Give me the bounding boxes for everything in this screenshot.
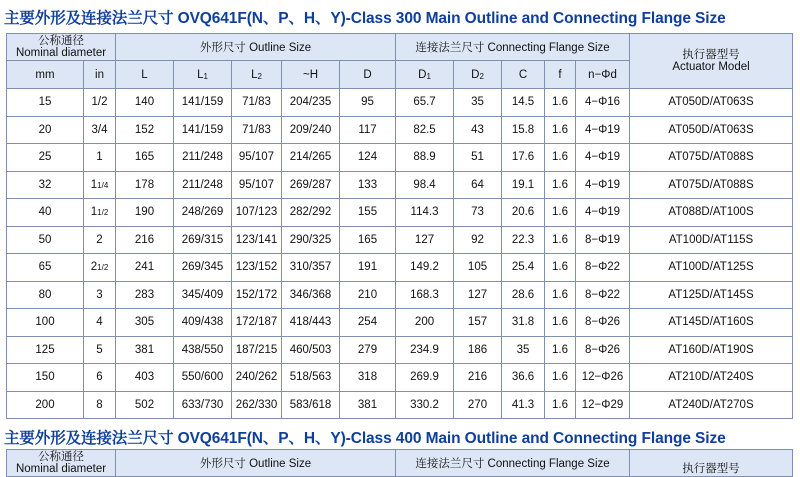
col-D1-sub: 1 [426,71,431,81]
cell-in-fraction: 1/2 [97,208,109,218]
section-title-class300: 主要外形及连接法兰尺寸 OVQ641F(N、P、H、Y)-Class 300 Main Outline and Connecting Flange Size [4,10,726,27]
cell-D: 165 [340,226,396,254]
nominal-diameter-cn: 公称通径 [38,451,84,463]
cell-D: 191 [340,254,396,282]
cell-in-whole: 1 [96,151,103,164]
cell-act: AT210D/AT240S [630,364,793,392]
cell-L: 216 [116,226,174,254]
cell-nd: 8−Φ26 [576,309,630,337]
cell-D: 318 [340,364,396,392]
cell-mm: 20 [7,116,84,144]
cell-L1: 211/248 [174,171,232,199]
cell-D1: 65.7 [396,89,454,117]
nominal-diameter-en: Nominal diameter [15,463,107,475]
col-L1-label: L [197,68,204,81]
cell-D2: 270 [454,391,502,419]
table-row [7,391,793,419]
col-C: C [502,61,545,89]
cell-L: 178 [116,171,174,199]
cell-nd: 8−Φ26 [576,336,630,364]
nominal-diameter-en: Nominal diameter [15,47,107,59]
cell-mm: 25 [7,144,84,172]
cell-in [84,336,116,364]
cell-L: 241 [116,254,174,282]
cell-D1: 127 [396,226,454,254]
col-mm: mm [7,61,84,89]
cell-nd: 4−Φ19 [576,171,630,199]
cell-C: 15.8 [502,116,545,144]
cell-f: 1.6 [545,254,576,282]
cell-D1: 114.3 [396,199,454,227]
cell-L1: 409/438 [174,309,232,337]
cell-f: 1.6 [545,116,576,144]
table-row [7,281,793,309]
header-row-groups [7,34,793,61]
cell-D2: 186 [454,336,502,364]
cell-D1: 330.2 [396,391,454,419]
flange-size-header: 连接法兰尺寸 Connecting Flange Size [396,450,630,477]
cell-D2: 73 [454,199,502,227]
cell-H: 346/368 [282,281,340,309]
cell-in-whole: 2 [90,261,98,274]
cell-D: 133 [340,171,396,199]
table-row [7,144,793,172]
cell-mm: 32 [7,171,84,199]
col-D2-sub: 2 [479,71,484,81]
cell-L: 502 [116,391,174,419]
cell-in [84,144,116,172]
table-row [7,226,793,254]
cell-L1: 141/159 [174,89,232,117]
cell-act: AT075D/AT088S [630,144,793,172]
cell-act: AT100D/AT125S [630,254,793,282]
cell-in-whole: 3 [96,288,103,301]
cell-mm: 80 [7,281,84,309]
cell-D1: 234.9 [396,336,454,364]
cell-in [84,199,116,227]
cell-nd: 4−Φ16 [576,89,630,117]
cell-L1: 633/730 [174,391,232,419]
col-D: D [340,61,396,89]
cell-C: 22.3 [502,226,545,254]
cell-L2: 187/215 [232,336,282,364]
cell-in-whole: 1 [90,206,98,219]
cell-in [84,116,116,144]
col-L: L [116,61,174,89]
cell-D: 210 [340,281,396,309]
cell-L1: 211/248 [174,144,232,172]
cell-nd: 4−Φ19 [576,116,630,144]
cell-in-whole: 5 [96,343,103,356]
cell-L2: 123/152 [232,254,282,282]
cell-L: 305 [116,309,174,337]
cell-mm: 65 [7,254,84,282]
cell-nd: 8−Φ22 [576,254,630,282]
cell-f: 1.6 [545,364,576,392]
col-L2-sub: 2 [257,71,262,81]
cell-f: 1.6 [545,391,576,419]
col-D1-label: D [418,68,427,81]
cell-D1: 98.4 [396,171,454,199]
cell-H: 310/357 [282,254,340,282]
cell-act: AT125D/AT145S [630,281,793,309]
cell-D1: 269.9 [396,364,454,392]
cell-L2: 95/107 [232,171,282,199]
cell-D2: 157 [454,309,502,337]
cell-C: 35 [502,336,545,364]
col-in: in [84,61,116,89]
col-D1 [396,61,454,89]
cell-D: 124 [340,144,396,172]
cell-L1: 269/315 [174,226,232,254]
cell-mm: 125 [7,336,84,364]
cell-D1: 200 [396,309,454,337]
cell-D2: 51 [454,144,502,172]
col-L1 [174,61,232,89]
cell-nd: 12−Φ29 [576,391,630,419]
cell-L2: 152/172 [232,281,282,309]
cell-L: 165 [116,144,174,172]
cell-D1: 168.3 [396,281,454,309]
cell-L2: 262/330 [232,391,282,419]
cell-C: 25.4 [502,254,545,282]
class300-dimension-table [6,33,793,419]
actuator-model-cn: 执行器型号 [682,463,740,475]
outline-size-header: 外形尺寸 Outline Size [116,450,396,477]
cell-in [84,281,116,309]
header-row-groups [7,450,793,477]
col-H: ~H [282,61,340,89]
cell-f: 1.6 [545,144,576,172]
cell-L1: 345/409 [174,281,232,309]
cell-C: 14.5 [502,89,545,117]
cell-nd: 8−Φ19 [576,226,630,254]
cell-nd: 4−Φ19 [576,144,630,172]
cell-in-fraction: 1/4 [97,180,109,190]
cell-C: 41.3 [502,391,545,419]
cell-H: 460/503 [282,336,340,364]
cell-L2: 71/83 [232,116,282,144]
cell-C: 36.6 [502,364,545,392]
cell-H: 418/443 [282,309,340,337]
cell-D2: 64 [454,171,502,199]
cell-L2: 172/187 [232,309,282,337]
cell-act: AT050D/AT063S [630,116,793,144]
actuator-model-cn: 执行器型号 [682,49,740,61]
cell-f: 1.6 [545,309,576,337]
cell-D2: 127 [454,281,502,309]
col-L2 [232,61,282,89]
cell-H: 214/265 [282,144,340,172]
cell-L1: 438/550 [174,336,232,364]
cell-in-whole: 3/4 [91,123,108,136]
cell-in-whole: 4 [96,316,103,329]
cell-f: 1.6 [545,171,576,199]
cell-D1: 149.2 [396,254,454,282]
section-title-class400: 主要外形及连接法兰尺寸 OVQ641F(N、P、H、Y)-Class 400 Main Outline and Connecting Flange Size [4,430,726,447]
cell-L: 140 [116,89,174,117]
cell-mm: 50 [7,226,84,254]
cell-C: 17.6 [502,144,545,172]
cell-H: 209/240 [282,116,340,144]
cell-act: AT075D/AT088S [630,171,793,199]
nominal-diameter-cn: 公称通径 [38,35,84,47]
cell-act: AT145D/AT160S [630,309,793,337]
cell-D: 279 [340,336,396,364]
col-D2-label: D [471,68,480,81]
class400-dimension-table [6,449,793,477]
cell-D1: 88.9 [396,144,454,172]
cell-H: 204/235 [282,89,340,117]
table-row [7,171,793,199]
cell-nd: 12−Φ26 [576,364,630,392]
cell-D: 381 [340,391,396,419]
cell-D: 155 [340,199,396,227]
table-row [7,254,793,282]
cell-in-whole: 1/2 [91,96,108,109]
cell-in [84,391,116,419]
cell-in-fraction: 1/2 [97,263,109,273]
cell-D2: 43 [454,116,502,144]
cell-L2: 123/141 [232,226,282,254]
actuator-model-en: Actuator Model [672,61,750,73]
outline-size-header: 外形尺寸 Outline Size [116,34,396,61]
cell-nd: 8−Φ22 [576,281,630,309]
cell-H: 518/563 [282,364,340,392]
cell-act: AT050D/AT063S [630,89,793,117]
cell-in [84,226,116,254]
cell-D: 254 [340,309,396,337]
col-L1-sub: 1 [203,71,208,81]
cell-D2: 216 [454,364,502,392]
cell-D1: 82.5 [396,116,454,144]
col-nd: n−Φd [576,61,630,89]
cell-mm: 40 [7,199,84,227]
cell-D: 95 [340,89,396,117]
table-row [7,364,793,392]
cell-mm: 150 [7,364,84,392]
table-body [7,89,793,419]
cell-L1: 248/269 [174,199,232,227]
flange-size-header: 连接法兰尺寸 Connecting Flange Size [396,34,630,61]
cell-C: 19.1 [502,171,545,199]
cell-H: 583/618 [282,391,340,419]
cell-act: AT160D/AT190S [630,336,793,364]
actuator-model-header [630,450,793,477]
cell-f: 1.6 [545,199,576,227]
cell-H: 282/292 [282,199,340,227]
cell-L2: 71/83 [232,89,282,117]
cell-f: 1.6 [545,226,576,254]
table-row [7,116,793,144]
cell-in-whole: 1 [90,178,98,191]
cell-C: 20.6 [502,199,545,227]
cell-in [84,254,116,282]
cell-in [84,309,116,337]
nominal-diameter-header [7,450,116,477]
cell-act: AT100D/AT115S [630,226,793,254]
cell-L1: 269/345 [174,254,232,282]
cell-L: 190 [116,199,174,227]
cell-C: 28.6 [502,281,545,309]
cell-in [84,364,116,392]
cell-L1: 141/159 [174,116,232,144]
cell-act: AT088D/AT100S [630,199,793,227]
cell-D2: 35 [454,89,502,117]
table-row [7,89,793,117]
cell-D: 117 [340,116,396,144]
cell-act: AT240D/AT270S [630,391,793,419]
cell-f: 1.6 [545,281,576,309]
table-row [7,336,793,364]
actuator-model-header [630,34,793,89]
cell-C: 31.8 [502,309,545,337]
cell-H: 269/287 [282,171,340,199]
col-D2 [454,61,502,89]
cell-D2: 105 [454,254,502,282]
cell-mm: 200 [7,391,84,419]
cell-mm: 100 [7,309,84,337]
cell-D2: 92 [454,226,502,254]
cell-nd: 4−Φ19 [576,199,630,227]
cell-f: 1.6 [545,89,576,117]
cell-in-whole: 2 [96,233,103,246]
cell-L2: 107/123 [232,199,282,227]
cell-L: 381 [116,336,174,364]
cell-in-whole: 6 [96,371,103,384]
table-row [7,309,793,337]
nominal-diameter-header [7,34,116,61]
cell-in [84,171,116,199]
col-f: f [545,61,576,89]
cell-L: 403 [116,364,174,392]
cell-H: 290/325 [282,226,340,254]
col-L2-label: L [251,68,258,81]
cell-L2: 240/262 [232,364,282,392]
table-row [7,199,793,227]
cell-L: 152 [116,116,174,144]
cell-in [84,89,116,117]
cell-in-whole: 8 [96,398,103,411]
cell-mm: 15 [7,89,84,117]
cell-L2: 95/107 [232,144,282,172]
cell-f: 1.6 [545,336,576,364]
cell-L1: 550/600 [174,364,232,392]
cell-L: 283 [116,281,174,309]
